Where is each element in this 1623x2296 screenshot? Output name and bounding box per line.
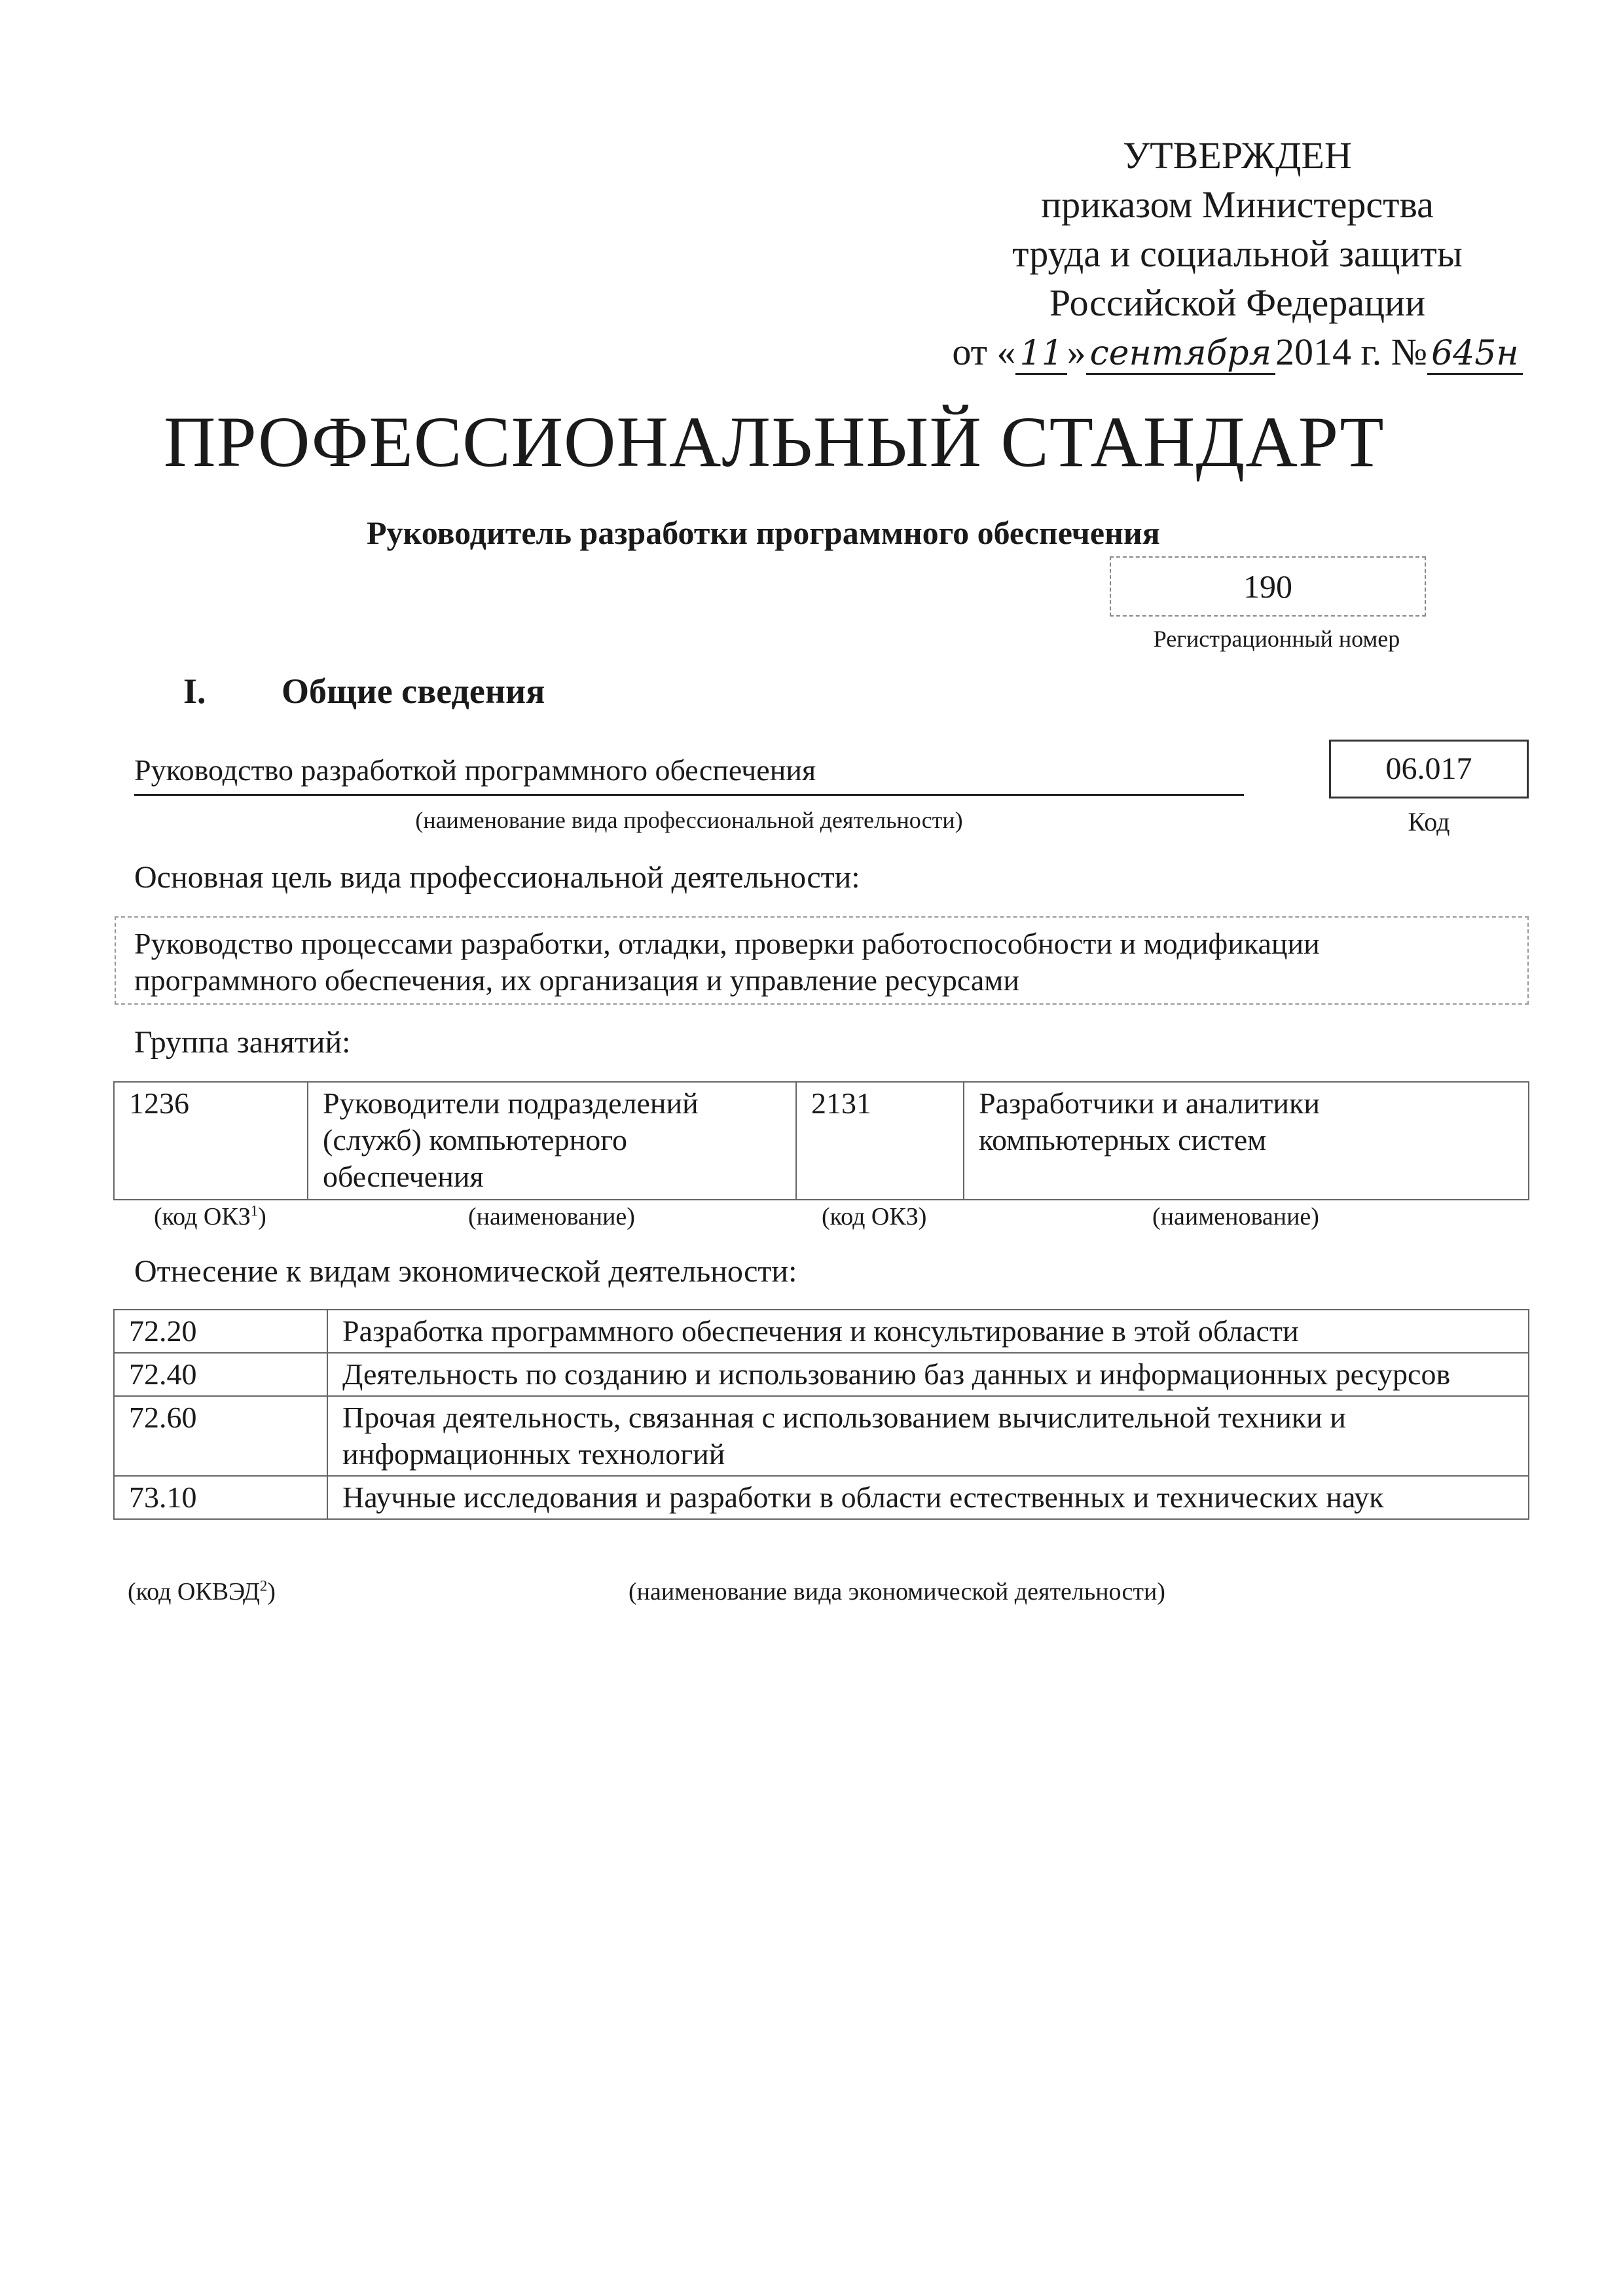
table-row (114, 1353, 1529, 1396)
footnote-mark: 1 (250, 1202, 259, 1219)
standard-name: Руководитель разработки программного обеспечения (367, 514, 1160, 551)
economic-activity-label: Отнесение к видам экономической деятельности: (134, 1254, 797, 1289)
activity-code-caption: Код (1408, 807, 1450, 836)
okz-code-caption-2: (код ОКЗ) (822, 1203, 927, 1230)
footnote-mark: 2 (259, 1577, 268, 1594)
document-title: ПРОФЕССИОНАЛЬНЫЙ СТАНДАРТ (164, 402, 1385, 482)
caption-text: (код ОКВЭД (128, 1578, 260, 1605)
purpose-label: Основная цель вида профессиональной деятельности: (134, 860, 860, 895)
okved-name: Научные исследования и разработки в области естественных и технических наук (327, 1476, 1529, 1519)
date-mid: » (1067, 331, 1086, 373)
occupation-group-table (113, 1081, 1529, 1200)
approval-line-federation: Российской Федерации (1049, 281, 1426, 324)
section-title: Общие сведения (282, 672, 545, 711)
purpose-text: Руководство процессами разработки, отладки, проверки работоспособности и модификации программного обеспечения, их организация и управление ресурсами (115, 916, 1529, 1005)
okz-name-caption-1: (наименование) (468, 1203, 635, 1230)
okved-code-caption (128, 1577, 276, 1606)
activity-name: Руководство разработкой программного обеспечения (134, 753, 1244, 796)
activity-code-box: 06.017 (1329, 740, 1529, 798)
handwritten-month: сентября (1086, 334, 1275, 375)
approval-line-order: приказом Министерства (1041, 183, 1434, 226)
registration-number-box: 190 (1110, 556, 1426, 617)
date-year: 2014 г. № (1275, 331, 1428, 373)
table-row (114, 1082, 1529, 1200)
okz-name-2: Разработчики и аналитики компьютерных систем (964, 1082, 1529, 1200)
handwritten-day: 11 (1015, 334, 1067, 375)
okz-name-1: Руководители подразделений (служб) компьютерного обеспечения (308, 1082, 796, 1200)
approval-heading: УТВЕРЖДЕН (1123, 134, 1352, 177)
okved-code: 73.10 (114, 1476, 327, 1519)
caption-text: ) (267, 1578, 276, 1605)
occupation-group-label: Группа занятий: (134, 1025, 351, 1060)
okz-code-1: 1236 (114, 1082, 308, 1200)
approval-date-line (943, 327, 1532, 378)
caption-text: ) (258, 1203, 266, 1230)
date-prefix: от « (952, 331, 1016, 373)
table-row (114, 1396, 1529, 1476)
okved-name: Деятельность по созданию и использованию баз данных и информационных ресурсов (327, 1353, 1529, 1396)
okved-name-caption: (наименование вида экономической деятельности) (629, 1578, 1165, 1605)
okz-code-caption-1 (154, 1202, 266, 1231)
okved-name: Разработка программного обеспечения и консультирование в этой области (327, 1310, 1529, 1353)
section-number: I. (183, 672, 206, 711)
economic-activity-table (113, 1309, 1529, 1520)
registration-number-label: Регистрационный номер (1153, 626, 1400, 652)
okved-name: Прочая деятельность, связанная с использованием вычислительной техники и информационных технологий (327, 1396, 1529, 1476)
activity-name-caption: (наименование вида профессиональной деятельности) (415, 807, 963, 833)
table-row (114, 1310, 1529, 1353)
okved-code: 72.20 (114, 1310, 327, 1353)
caption-text: (код ОКЗ (154, 1203, 251, 1230)
approval-block (943, 131, 1532, 378)
approval-line-ministry: труда и социальной защиты (1012, 232, 1463, 275)
handwritten-order-number: 645н (1427, 334, 1523, 375)
okved-code: 72.40 (114, 1353, 327, 1396)
okz-code-2: 2131 (796, 1082, 964, 1200)
okz-name-caption-2: (наименование) (1152, 1203, 1319, 1230)
table-row (114, 1476, 1529, 1519)
okved-code: 72.60 (114, 1396, 327, 1476)
